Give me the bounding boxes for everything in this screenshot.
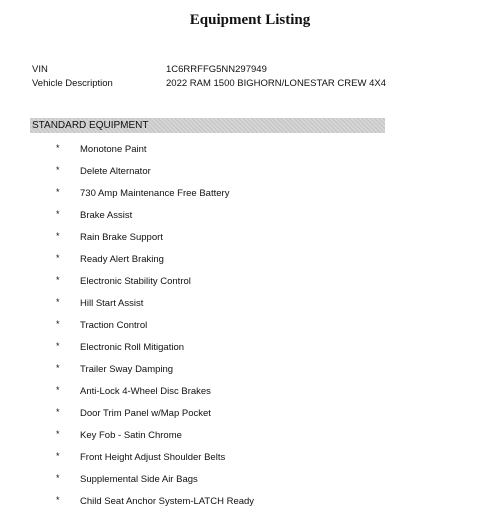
list-item: [0, 294, 500, 316]
vin-label: VIN: [32, 64, 48, 75]
bullet-icon: *: [56, 143, 60, 153]
bullet-icon: *: [56, 495, 60, 505]
equipment-item-label: Hill Start Assist: [80, 298, 144, 309]
equipment-item-label: Traction Control: [80, 320, 148, 331]
equipment-item-label: Ready Alert Braking: [80, 254, 164, 265]
list-item: [0, 426, 500, 448]
list-item: [0, 184, 500, 206]
list-item: [0, 250, 500, 272]
list-item: [0, 338, 500, 360]
vin-value: 1C6RRFFG5NN297949: [166, 64, 267, 75]
bullet-icon: *: [56, 231, 60, 241]
list-item: [0, 470, 500, 492]
equipment-item-label: Anti-Lock 4-Wheel Disc Brakes: [80, 386, 211, 397]
vehicle-description-label: Vehicle Description: [32, 78, 113, 89]
bullet-icon: *: [56, 429, 60, 439]
bullet-icon: *: [56, 473, 60, 483]
equipment-item-label: Supplemental Side Air Bags: [80, 474, 198, 485]
bullet-icon: *: [56, 253, 60, 263]
equipment-item-label: Rain Brake Support: [80, 232, 163, 243]
equipment-item-label: Monotone Paint: [80, 144, 147, 155]
bullet-icon: *: [56, 209, 60, 219]
equipment-item-label: Front Height Adjust Shoulder Belts: [80, 452, 226, 463]
list-item: [0, 404, 500, 426]
list-item: [0, 206, 500, 228]
bullet-icon: *: [56, 363, 60, 373]
page-title: Equipment Listing: [189, 12, 311, 28]
bullet-icon: *: [56, 275, 60, 285]
bullet-icon: *: [56, 407, 60, 417]
equipment-item-label: Delete Alternator: [80, 166, 151, 177]
list-item: [0, 272, 500, 294]
list-item: [0, 316, 500, 338]
equipment-item-label: Child Seat Anchor System-LATCH Ready: [80, 496, 255, 507]
list-item: [0, 162, 500, 184]
list-item: [0, 448, 500, 470]
bullet-icon: *: [56, 341, 60, 351]
equipment-item-label: Electronic Roll Mitigation: [80, 342, 185, 353]
equipment-item-label: Electronic Stability Control: [80, 276, 191, 287]
vehicle-description-value: 2022 RAM 1500 BIGHORN/LONESTAR CREW 4X4: [166, 78, 386, 89]
equipment-item-label: 730 Amp Maintenance Free Battery: [80, 188, 230, 199]
list-item: [0, 360, 500, 382]
list-item: [0, 228, 500, 250]
equipment-list: [0, 140, 500, 514]
list-item: [0, 382, 500, 404]
equipment-item-label: Key Fob - Satin Chrome: [80, 430, 182, 441]
bullet-icon: *: [56, 451, 60, 461]
equipment-item-label: Door Trim Panel w/Map Pocket: [80, 408, 211, 419]
list-item: [0, 140, 500, 162]
equipment-item-label: Trailer Sway Damping: [80, 364, 174, 375]
bullet-icon: *: [56, 319, 60, 329]
standard-equipment-header: STANDARD EQUIPMENT: [30, 118, 385, 133]
bullet-icon: *: [56, 187, 60, 197]
bullet-icon: *: [56, 385, 60, 395]
list-item: [0, 492, 500, 514]
bullet-icon: *: [56, 297, 60, 307]
bullet-icon: *: [56, 165, 60, 175]
equipment-item-label: Brake Assist: [80, 210, 133, 221]
